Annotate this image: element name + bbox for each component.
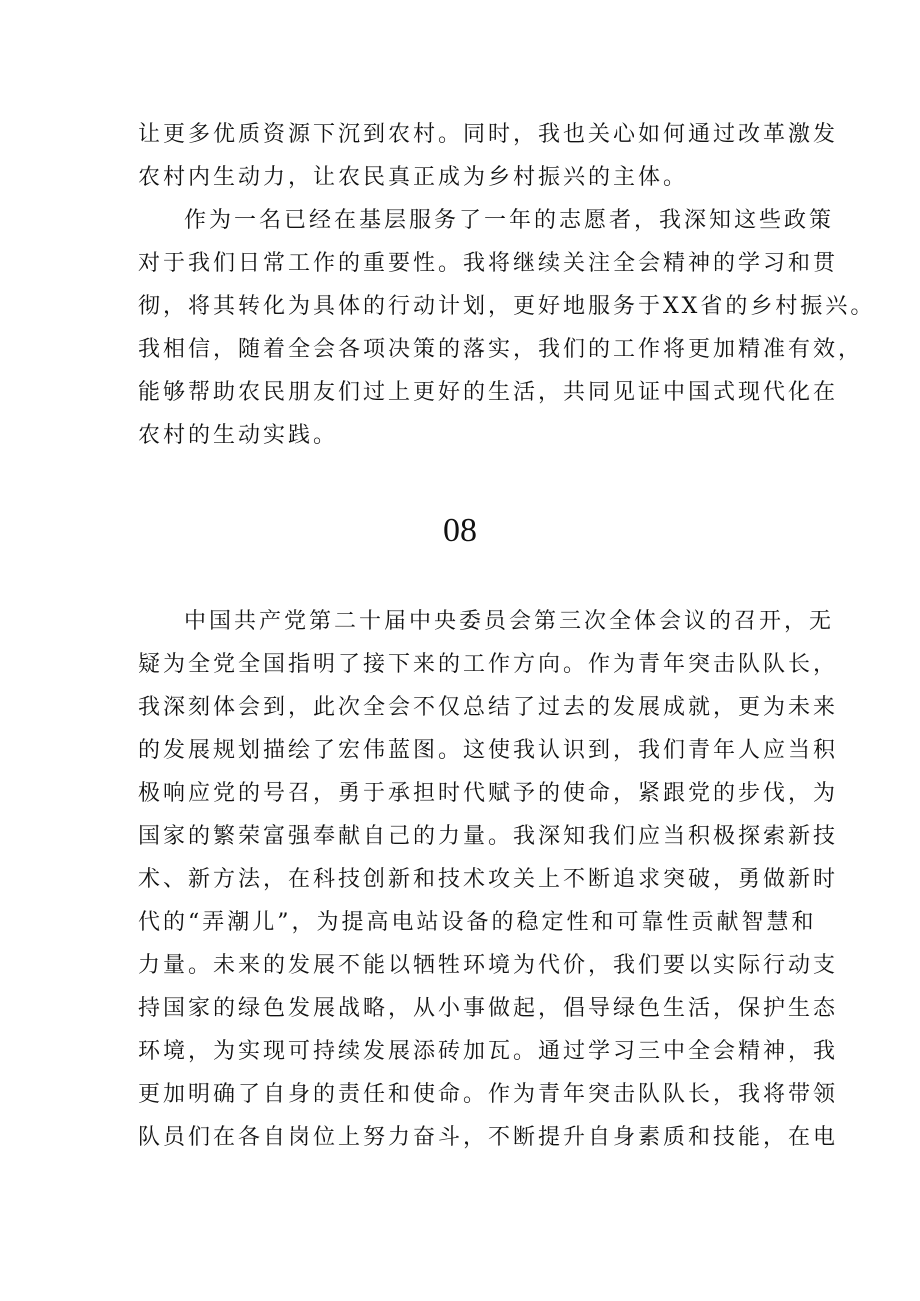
text-line: 极响应党的号召，勇于承担时代赋予的使命，紧跟党的步伐，为 (138, 781, 839, 806)
text-line: 农村的生动实践。 (138, 423, 339, 448)
text-line: 我相信，随着全会各项决策的落实，我们的工作将更加精准有效， (138, 337, 864, 362)
text-line: 环境，为实现可持续发展添砖加瓦。通过学习三中全会精神，我 (138, 1039, 839, 1064)
text-line: 的发展规划描绘了宏伟蓝图。这使我认识到，我们青年人应当积 (138, 738, 839, 763)
paragraph-first-line: 作为一名已经在基层服务了一年的志愿者，我深知这些政策 (184, 208, 835, 233)
text-line: 农村内生动力，让农民真正成为乡村振兴的主体。 (138, 165, 689, 190)
text-line: 疑为全党全国指明了接下来的工作方向。作为青年突击队队长， (138, 652, 839, 677)
text-line: 术、新方法，在科技创新和技术攻关上不断追求突破，勇做新时 (138, 867, 839, 892)
text-line: 彻，将其转化为具体的行动计划，更好地服务于XX省的乡村振兴。 (138, 294, 876, 319)
text-line: 更加明确了自身的责任和使命。作为青年突击队队长，我将带领 (138, 1082, 839, 1107)
text-line: 能够帮助农民朋友们过上更好的生活，共同见证中国式现代化在 (138, 380, 839, 405)
paragraph-block-top (138, 113, 876, 457)
text-line: 队员们在各自岗位上努力奋斗，不断提升自身素质和技能，在电 (138, 1125, 839, 1150)
text-line: 国家的繁荣富强奉献自己的力量。我深知我们应当积极探索新技 (138, 824, 839, 849)
paragraph-block-bottom (138, 600, 839, 1159)
text-line: 对于我们日常工作的重要性。我将继续关注全会精神的学习和贯 (138, 251, 839, 276)
section-number-heading: 08 (443, 512, 477, 549)
text-line: 持国家的绿色发展战略，从小事做起，倡导绿色生活，保护生态 (138, 996, 839, 1021)
text-line: 我深刻体会到，此次全会不仅总结了过去的发展成就，更为未来 (138, 695, 839, 720)
text-line: 代的“弄潮儿”，为提高电站设备的稳定性和可靠性贡献智慧和 (138, 910, 817, 935)
text-line: 让更多优质资源下沉到农村。同时，我也关心如何通过改革激发 (138, 122, 839, 147)
paragraph-first-line: 中国共产党第二十届中央委员会第三次全体会议的召开，无 (184, 609, 835, 634)
text-line: 力量。未来的发展不能以牺牲环境为代价，我们要以实际行动支 (138, 953, 839, 978)
